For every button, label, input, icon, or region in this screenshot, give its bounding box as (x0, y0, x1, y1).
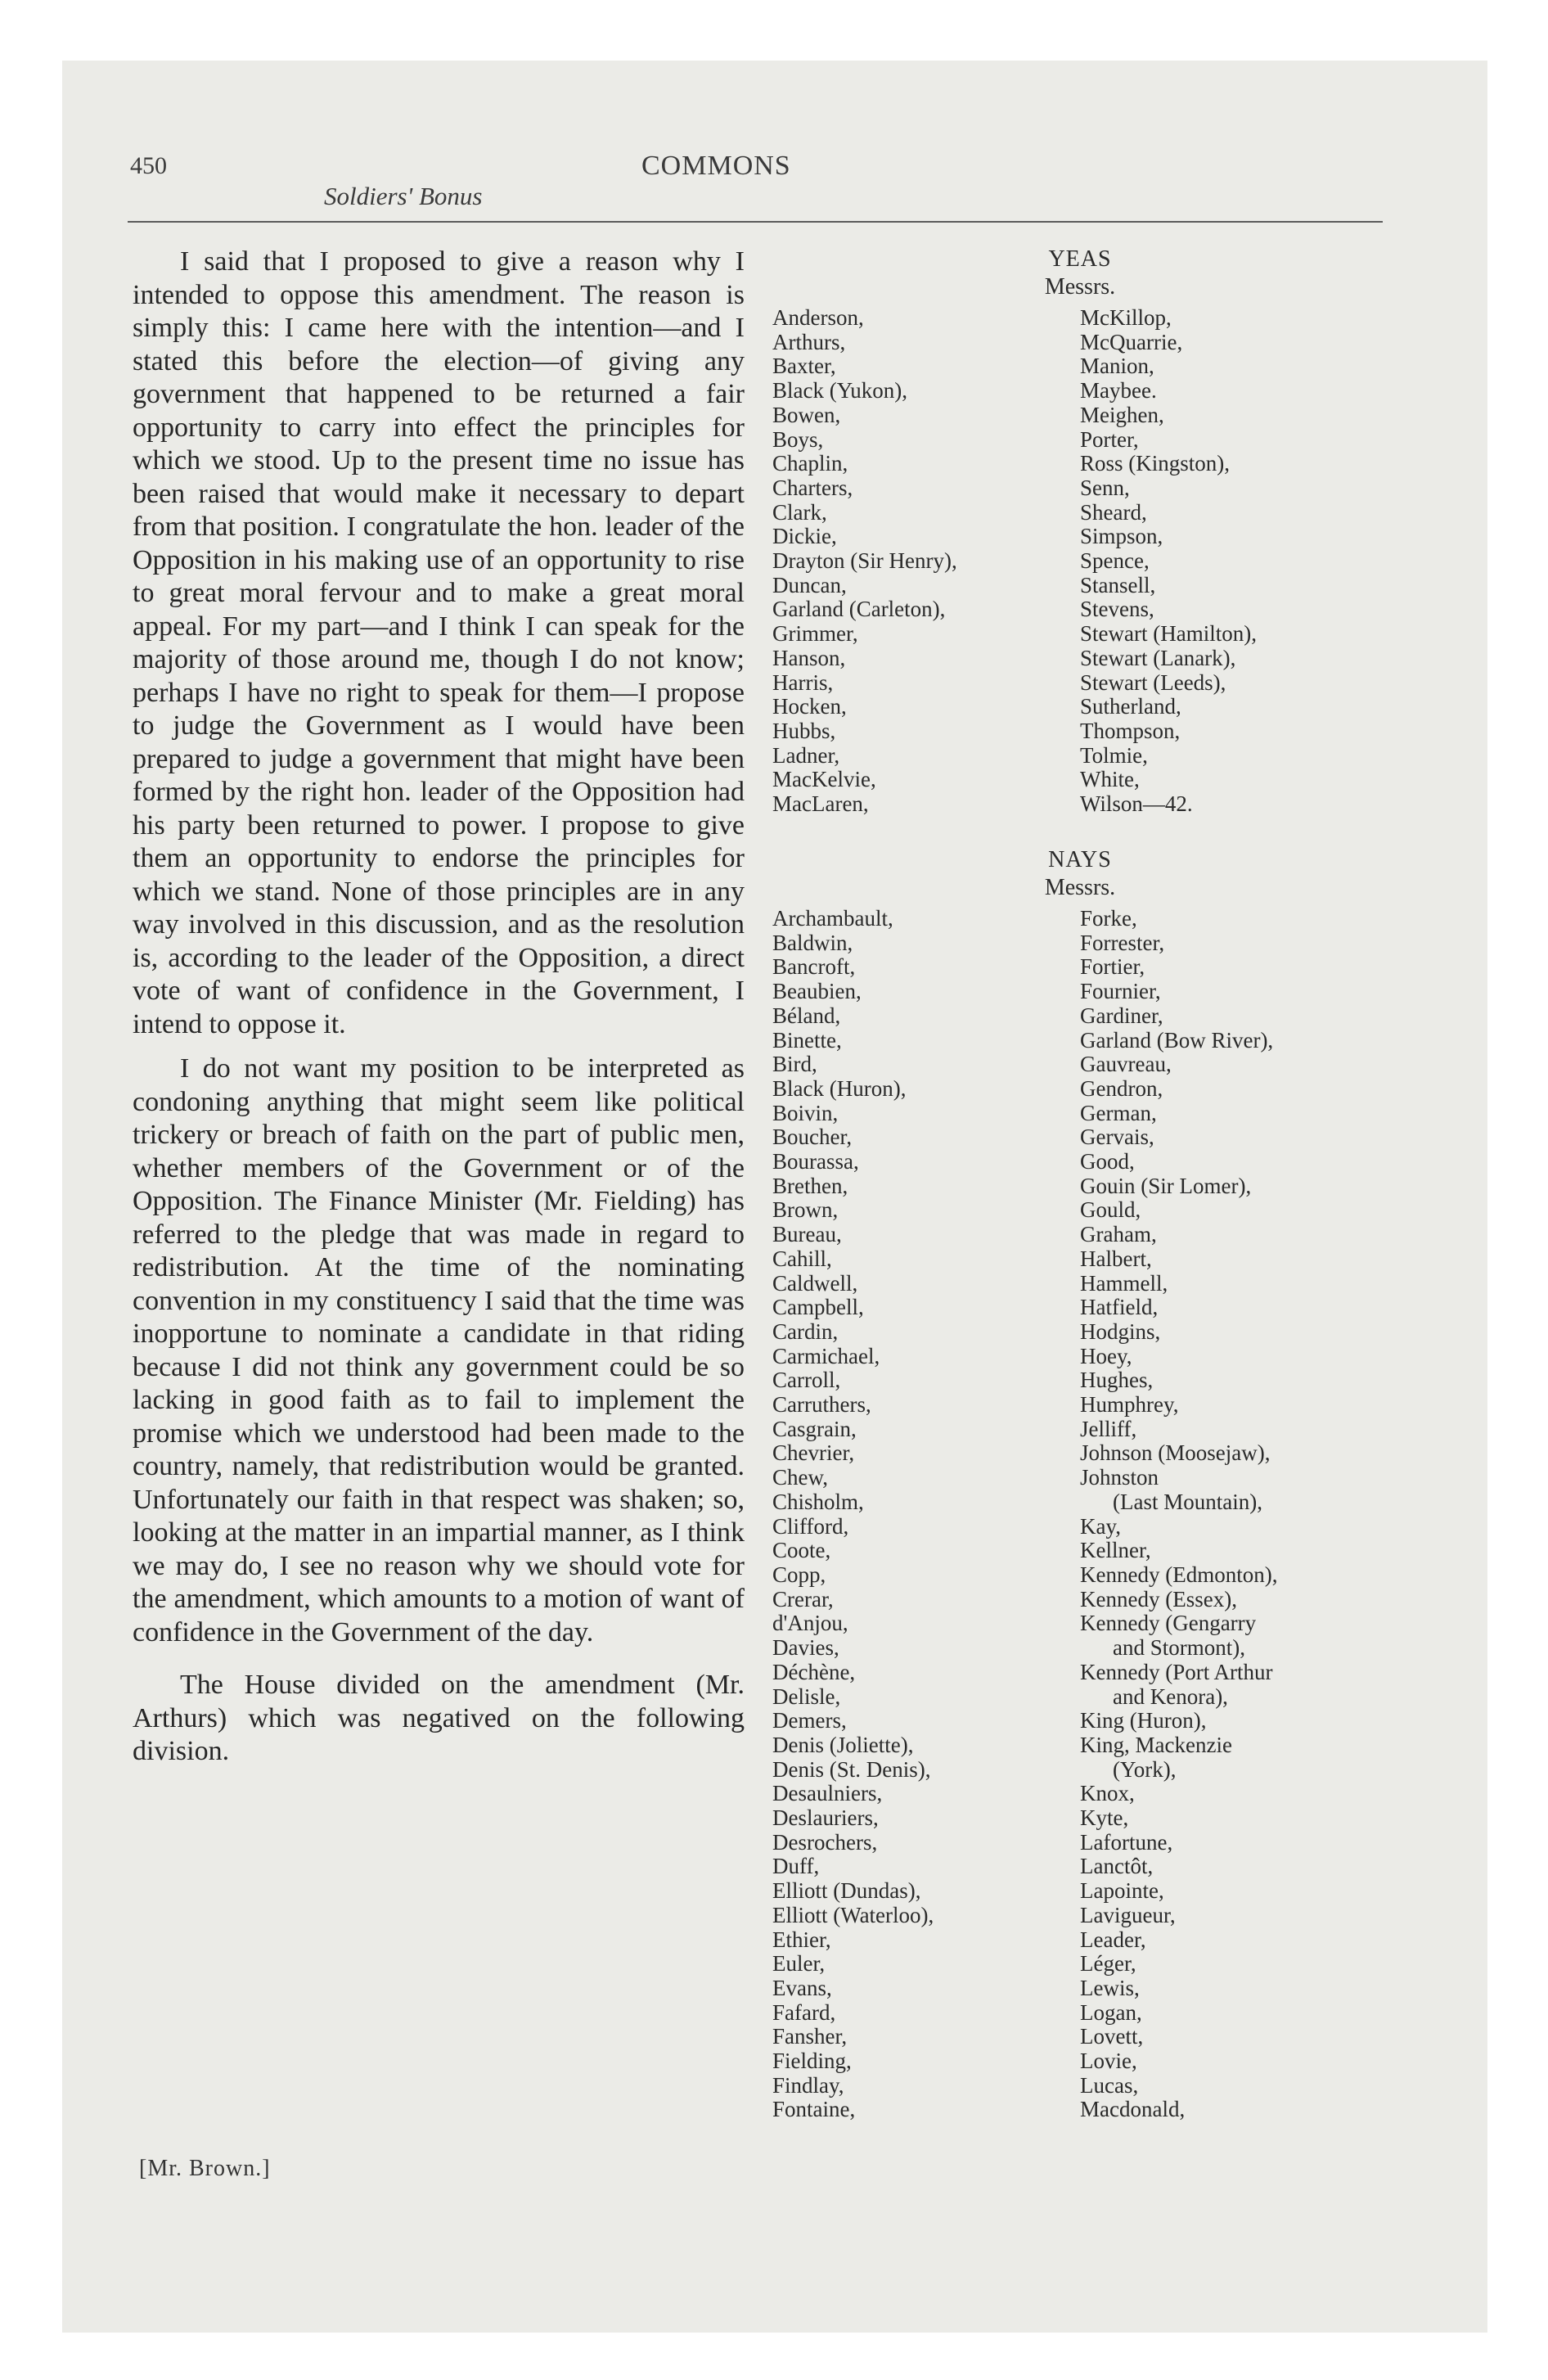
member-name: Cahill, (772, 1246, 832, 1271)
member-name: Denis (Joliette), (772, 1732, 914, 1757)
member-name: Lovie, (1080, 2049, 1137, 2074)
member-name: Carruthers, (772, 1392, 871, 1418)
member-name: MacLaren, (772, 791, 869, 817)
member-name: Brethen, (772, 1173, 848, 1198)
member-name: Fafard, (772, 1999, 836, 2025)
member-name: Duncan, (772, 572, 847, 597)
member-name: Chaplin, (772, 451, 848, 476)
member-name: Garland (Bow River), (1080, 1027, 1274, 1053)
member-name: Deslauriers, (772, 1805, 879, 1831)
member-name: Delisle, (772, 1684, 841, 1709)
member-name: Hughes, (1080, 1368, 1154, 1393)
nays-list (772, 846, 1388, 2122)
member-name: Archambault, (772, 906, 893, 931)
member-name: Good, (1080, 1149, 1135, 1174)
member-name: Lavigueur, (1080, 1902, 1176, 1927)
member-name: Black (Yukon), (772, 378, 907, 403)
member-name: Hocken, (772, 694, 847, 719)
member-name: Black (Huron), (772, 1075, 907, 1101)
member-name: Hodgins, (1080, 1318, 1161, 1344)
member-name: Kennedy (Port Arthur (1080, 1659, 1273, 1684)
member-name: Boivin, (772, 1100, 839, 1125)
member-name: Coote, (772, 1538, 831, 1563)
member-name: Chevrier, (772, 1440, 855, 1466)
member-name: Gendron, (1080, 1075, 1163, 1101)
member-name: Johnston (1080, 1465, 1159, 1490)
member-name: Kellner, (1080, 1538, 1151, 1563)
member-name: McKillop, (1080, 305, 1172, 330)
member-name: Bird, (772, 1052, 817, 1077)
member-name: Ethier, (772, 1927, 831, 1952)
yeas-messrs: Messrs. (1044, 274, 1116, 300)
member-name: Boys, (772, 426, 824, 452)
member-name: Maybee. (1080, 378, 1157, 403)
member-name: White, (1080, 767, 1140, 792)
member-name: d'Anjou, (772, 1611, 848, 1636)
member-name: McQuarrie, (1080, 329, 1183, 354)
speech-paragraph: I do not want my position to be interpreted as condoning anything that might seem like political trickery or breach of faith on the part of public men, whether members of the Government or of the Opposition. The Finance Minister (Mr. Fielding) has referred to the pledge that was made in regard to redistribution. At the time of the nominating convention in my constituency I said that the time was inopportune to nominate a candidate in that riding because I did not think any government could be so lacking in good faith as to fail to implement the promise which we understood had been made to the country, namely, that redistribution would be granted. Unfortunately our faith in that respect was shaken; so, looking at the matter in an impartial manner, as I think we may do, I see no reason why we should vote for the amendment, which amounts to a motion of want of confidence in the Government of the day. (133, 1053, 745, 1648)
member-name: Kay, (1080, 1513, 1121, 1539)
member-name: Stevens, (1080, 597, 1154, 622)
nays-messrs: Messrs. (1044, 875, 1116, 900)
member-name: Bowen, (772, 402, 841, 427)
member-name: Porter, (1080, 426, 1139, 452)
member-name: Denis (St. Denis), (772, 1756, 931, 1782)
member-name: Harris, (772, 669, 834, 695)
member-name: Evans, (772, 1975, 832, 2000)
member-name: Cardin, (772, 1318, 839, 1344)
member-name: Forke, (1080, 906, 1137, 931)
member-name: Crerar, (772, 1586, 834, 1611)
member-name: (York), (1113, 1756, 1177, 1782)
member-name: Boucher, (772, 1125, 853, 1150)
member-name: Drayton (Sir Henry), (772, 548, 957, 574)
header-rule (128, 221, 1383, 223)
member-name: Hoey, (1080, 1343, 1132, 1368)
member-name: Clark, (772, 499, 827, 525)
member-name: King, Mackenzie (1080, 1732, 1232, 1757)
member-name: Halbert, (1080, 1246, 1152, 1271)
member-name: Campbell, (772, 1295, 864, 1320)
member-name: Lewis, (1080, 1975, 1140, 2000)
member-name: Kyte, (1080, 1805, 1129, 1831)
journal-title: COMMONS (641, 151, 791, 181)
member-name: and Stormont), (1113, 1635, 1245, 1661)
nays-column-right (1080, 907, 1388, 2122)
member-name: Gould, (1080, 1197, 1141, 1223)
member-name: Fontaine, (772, 2097, 856, 2122)
member-name: Arthurs, (772, 329, 846, 354)
member-name: Sutherland, (1080, 694, 1181, 719)
member-name: Spence, (1080, 548, 1150, 574)
member-name: Grimmer, (772, 621, 858, 647)
member-name: Desaulniers, (772, 1781, 883, 1806)
member-name: Forrester, (1080, 930, 1165, 955)
member-name: (Last Mountain), (1113, 1489, 1262, 1514)
member-name: Senn, (1080, 475, 1130, 500)
member-name: Carmichael, (772, 1343, 880, 1368)
member-name: Hanson, (772, 645, 846, 670)
speech-column (133, 246, 745, 1769)
member-name: Gardiner, (1080, 1003, 1163, 1028)
yeas-list (772, 246, 1388, 817)
member-name: Elliott (Waterloo), (772, 1902, 934, 1927)
member-name: Duff, (772, 1854, 820, 1879)
member-name: Meighen, (1080, 402, 1164, 427)
running-head: Soldiers' Bonus (324, 182, 483, 210)
member-name: Ladner, (772, 742, 840, 768)
member-name: Caldwell, (772, 1270, 858, 1296)
member-name: Macdonald, (1080, 2097, 1186, 2122)
member-name: Tolmie, (1080, 742, 1148, 768)
nays-column-left (772, 907, 1080, 2122)
speaker-note: [Mr. Brown.] (139, 2156, 271, 2181)
member-name: MacKelvie, (772, 767, 876, 792)
member-name: Thompson, (1080, 718, 1181, 743)
member-name: Lapointe, (1080, 1878, 1164, 1904)
member-name: Hammell, (1080, 1270, 1168, 1296)
division-paragraph: The House divided on the amendment (Mr. Arthurs) which was negatived on the following division. (133, 1670, 745, 1766)
member-name: King (Huron), (1080, 1708, 1207, 1733)
member-name: Logan, (1080, 1999, 1142, 2025)
member-name: Bourassa, (772, 1149, 859, 1174)
yeas-column-left (772, 306, 1080, 817)
member-name: Hatfield, (1080, 1295, 1159, 1320)
member-name: Stewart (Hamilton), (1080, 621, 1257, 647)
member-name: Euler, (772, 1951, 826, 1977)
member-name: Ross (Kingston), (1080, 451, 1231, 476)
member-name: Stewart (Lanark), (1080, 645, 1236, 670)
member-name: Lovett, (1080, 2024, 1144, 2049)
nays-heading: NAYS (1048, 847, 1112, 872)
member-name: Casgrain, (772, 1416, 857, 1441)
member-name: Fortier, (1080, 954, 1145, 980)
yeas-heading: YEAS (1048, 246, 1112, 272)
member-name: Anderson, (772, 305, 864, 330)
member-name: Carroll, (772, 1368, 841, 1393)
member-name: Dickie, (772, 524, 837, 549)
member-name: Davies, (772, 1635, 839, 1661)
member-name: Sheard, (1080, 499, 1147, 525)
member-name: Humphrey, (1080, 1392, 1179, 1418)
member-name: Fielding, (772, 2049, 852, 2074)
member-name: Kennedy (Gengarry (1080, 1611, 1257, 1636)
member-name: Brown, (772, 1197, 839, 1223)
member-name: Fournier, (1080, 979, 1161, 1004)
member-name: Manion, (1080, 354, 1154, 379)
member-name: Charters, (772, 475, 853, 500)
member-name: Leader, (1080, 1927, 1146, 1952)
member-name: Jelliff, (1080, 1416, 1137, 1441)
member-name: and Kenora), (1113, 1684, 1228, 1709)
member-name: Kennedy (Essex), (1080, 1586, 1237, 1611)
member-name: Findlay, (772, 2072, 844, 2098)
member-name: Elliott (Dundas), (772, 1878, 921, 1904)
member-name: Béland, (772, 1003, 841, 1028)
member-name: Lucas, (1080, 2072, 1139, 2098)
member-name: Kennedy (Edmonton), (1080, 1562, 1278, 1587)
member-name: Beaubien, (772, 979, 862, 1004)
member-name: Lanctôt, (1080, 1854, 1154, 1879)
member-name: Léger, (1080, 1951, 1136, 1977)
member-name: Chew, (772, 1465, 828, 1490)
member-name: Desrochers, (772, 1829, 878, 1855)
member-name: Chisholm, (772, 1489, 864, 1514)
member-name: Bancroft, (772, 954, 856, 980)
member-name: Gauvreau, (1080, 1052, 1172, 1077)
member-name: Gervais, (1080, 1125, 1154, 1150)
page-number: 450 (130, 152, 167, 179)
member-name: Lafortune, (1080, 1829, 1173, 1855)
member-name: Knox, (1080, 1781, 1135, 1806)
yeas-column-right (1080, 306, 1388, 817)
member-name: Stansell, (1080, 572, 1156, 597)
member-name: Baxter, (772, 354, 836, 379)
member-name: Gouin (Sir Lomer), (1080, 1173, 1252, 1198)
member-name: German, (1080, 1100, 1157, 1125)
member-name: Baldwin, (772, 930, 853, 955)
member-name: Garland (Carleton), (772, 597, 946, 622)
member-name: Wilson—42. (1080, 791, 1193, 817)
member-name: Binette, (772, 1027, 842, 1053)
member-name: Hubbs, (772, 718, 836, 743)
member-name: Fansher, (772, 2024, 848, 2049)
member-name: Copp, (772, 1562, 826, 1587)
member-name: Johnson (Moosejaw), (1080, 1440, 1271, 1466)
member-name: Bureau, (772, 1222, 842, 1247)
member-name: Déchène, (772, 1659, 856, 1684)
member-name: Demers, (772, 1708, 847, 1733)
member-name: Simpson, (1080, 524, 1163, 549)
member-name: Stewart (Leeds), (1080, 669, 1226, 695)
speech-paragraph: I said that I proposed to give a reason why I intended to oppose this amendment. The reason is simply this: I came here with the intention—and I stated this before the election—of giving any government that happened to be returned a fair opportunity to carry into effect the principles for which we stood. Up to the present time no issue has been raised that would make it necessary to depart from that position. I congratulate the hon. leader of the Opposition in his making use of an opportunity to rise to great moral fervour and to make a great moral appeal. For my part—and I think I can speak for the majority of those around me, though I do not know; perhaps I have no right to speak for them—I propose to judge the Government as I would have been prepared to judge a government that might have been formed by the right hon. leader of the Opposition had his party been returned to power. I propose to give them an opportunity to endorse the principles for which we stand. None of those principles are in any way involved in this discussion, and as the resolution is, according to the leader of the Opposition, a direct vote of want of confidence in the Government, I intend to oppose it. (133, 246, 745, 1039)
member-name: Clifford, (772, 1513, 849, 1539)
member-name: Graham, (1080, 1222, 1157, 1247)
